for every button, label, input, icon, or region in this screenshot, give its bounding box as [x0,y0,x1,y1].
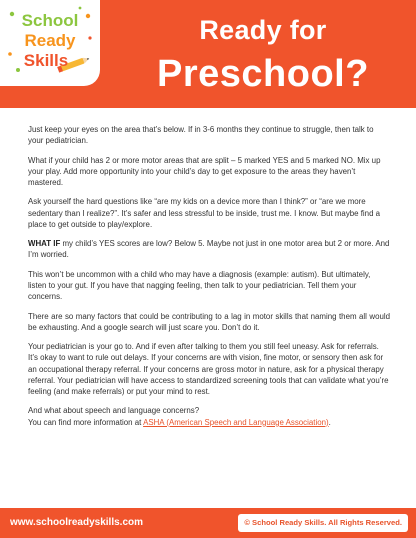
asha-link[interactable]: ASHA (American Speech and Language Association) [143,417,329,427]
what-if-lead: WHAT IF [28,239,61,249]
copyright-badge: © School Ready Skills. All Rights Reserved. [238,514,408,532]
paragraph-8-tail: . [328,417,331,427]
logo-line3: Skills [23,51,69,70]
title-line-2: Preschool? [157,53,369,95]
paragraph-8-line-1: And what about speech and language concerns? [28,406,200,416]
website-link[interactable]: www.schoolreadyskills.com [10,517,144,528]
paragraph-6: There are so many factors that could be contributing to a lag in motor skills that naming them all would be exhausting. And a google search will just scare you. Don’t do it. [28,311,390,332]
paragraph-3: Ask yourself the hard questions like “are my kids on a device more than I think?” or “are we more sedentary than I realize?”. It’s safer and less stressful to be inside, trust me. I know. But maybe find a place to get outside to play/explore. [28,197,381,229]
title-line-1: Ready for [199,15,327,45]
paragraph-1: Just keep your eyes on the area that’s below. If in 3-6 months they continue to struggle, then talk to your pediatrician. [28,125,374,146]
logo-line2: Ready [24,31,76,50]
paragraph-2: What if your child has 2 or more motor areas that are split – 5 marked YES and 5 marked NO. Mix up your play. Add more opportunity into your child’s day to get exposure to the areas they haven’t mastered. [28,155,381,187]
footer-bar [0,508,416,538]
paragraph-4 [28,238,390,260]
logo-card [0,0,100,86]
page-title [118,14,408,96]
header-banner [0,0,416,108]
paragraph-7: Your pediatrician is your go to. And if even after talking to them you still feel uneasy. Ask for referrals. It’s okay to want to rule out delays. If your concerns are with vision, fine motor, or sensory then ask for an occupational therapy referral. If your concerns are gross motor in nature, ask for a physical therapy referral. Your pediatrician will have access to standardized screening tools that can validate what you’re feeling (and make referrals) or put your mind to rest. [28,342,389,396]
paragraph-8-lead: You can find more information at [28,417,144,427]
logo-line1: School [21,11,79,30]
paragraph-4-text: my child’s YES scores are low? Below 5. Maybe not just in one motor area but 2 or more. And I’m worried. [28,239,390,260]
paragraph-8 [28,405,390,427]
article-body [28,124,390,436]
school-ready-skills-logo[interactable] [4,4,96,82]
paragraph-5: This won’t be uncommon with a child who may have a diagnosis (example: autism). But ultimately, listen to your gut. If you have that nagging feeling, then talk to your pediatrician. Tell them your concerns. [28,269,371,302]
